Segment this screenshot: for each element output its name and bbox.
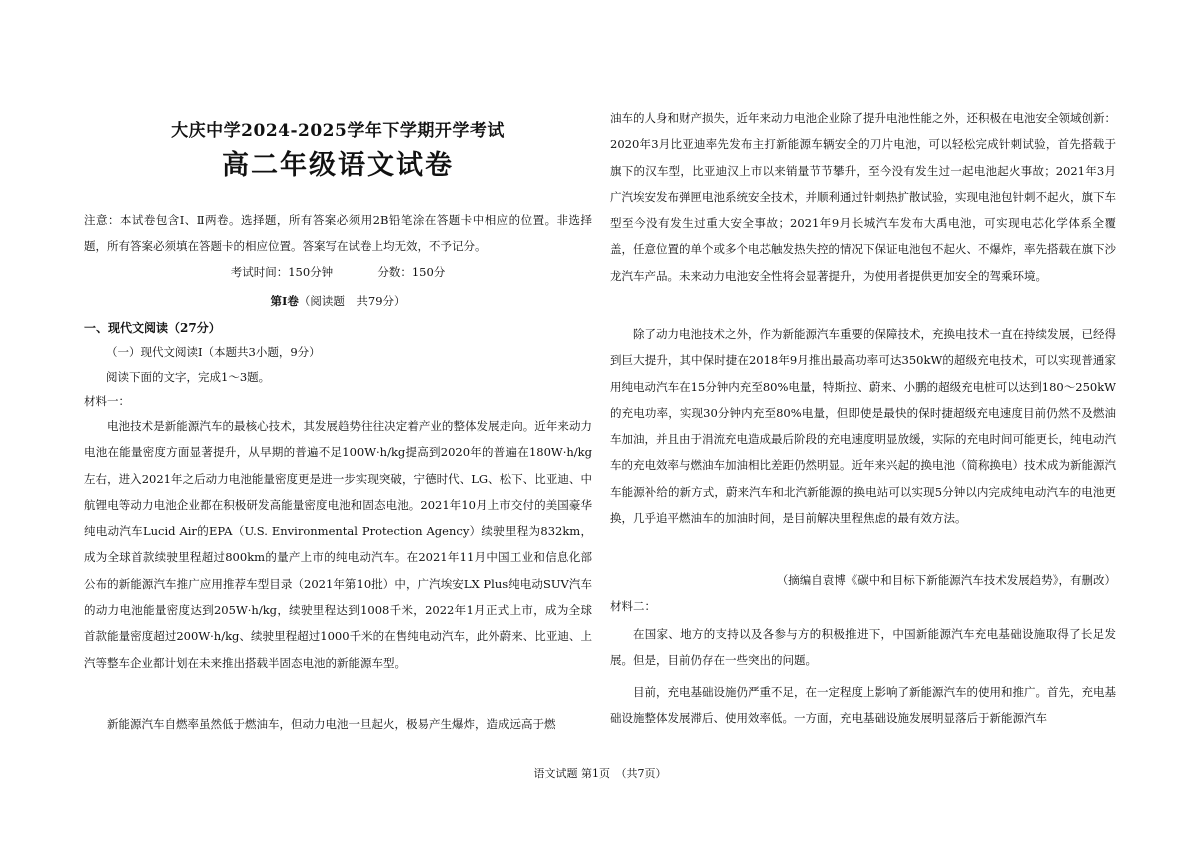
material1-paragraph-3: [610, 321, 1116, 531]
exam-info: [84, 264, 592, 280]
volume-label: 第Ⅰ卷: [270, 294, 299, 308]
material1-source: （摘编自袁博《碳中和目标下新能源汽车技术发展趋势》，有删改）: [776, 573, 1116, 587]
material2-paragraph-2: [610, 679, 1116, 732]
material1-paragraph-2-cont: [610, 105, 1116, 289]
exam-score: 分数：150分: [377, 265, 446, 279]
section-subheading: （一）现代文阅读Ⅰ（本题共3小题，9分）: [106, 345, 321, 359]
paragraph-text: 油车的人身和财产损失，近年来动力电池企业除了提升电池性能之外，还积极在电池安全领域创新：2020年3月比亚迪率先发布主打新能源车辆安全的刀片电池，可以轻松完成针刺试验，首先搭载于旗下的汉车型，比亚迪汉上市以来销量节节攀升，至今没有发生过一起电池起火事故；2021年3月广汽埃安发布弹匣电池系统安全技术，并顺利通过针刺热扩散试验，实现电池包针刺不起火，旗下车型至今没有发生过重大安全事故；2021年9月长城汽车发布大禹电池，可实现电芯化学体系全覆盖，任意位置的单个或多个电芯触发热失控的情况下保证电池包不起火、不爆炸，率先搭载在旗下沙龙汽车产品。未来动力电池安全性将会显著提升，为使用者提供更加安全的驾乘环境。: [610, 111, 1116, 283]
volume-heading: [84, 293, 592, 309]
material1-paragraph-2-start: [84, 711, 592, 737]
material1-label: 材料一：: [84, 394, 130, 408]
paragraph-text: 除了动力电池技术之外，作为新能源汽车重要的保障技术，充换电技术一直在持续发展，已经得到巨大提升，其中保时捷在2018年9月推出最高功率可达350kW的超级充电技术，可以实现普通家用纯电动汽车在15分钟内充至80%电量，特斯拉、蔚来、小鹏的超级充电桩可以达到180～250kW的充电功率，实现30分钟内充至80%电量，但即使是最快的保时捷超级充电速度目前仍然不及燃油车加油，并且由于涓流充电造成最后阶段的充电速度明显放缓，实际的充电时间可能更长，纯电动汽车的充电效率与燃油车加油相比差距仍然明显。近年来兴起的换电池（简称换电）技术成为新能源汽车能源补给的新方式，蔚来汽车和北汽新能源的换电站可以实现5分钟以内完成纯电动汽车的电池更换，几乎追平燃油车的加油时间，是目前解决里程焦虑的最有效方法。: [610, 327, 1116, 526]
section-instruction: 阅读下面的文字，完成1～3题。: [106, 370, 271, 384]
material1-paragraph-1: [84, 413, 592, 676]
exam-subtitle: 高二年级语文试卷: [222, 150, 454, 181]
material2-label: 材料二：: [610, 599, 656, 613]
page-footer: 语文试题 第1页 （共7页）: [533, 767, 667, 780]
paragraph-text: 电池技术是新能源汽车的最核心技术，其发展趋势往往决定着产业的整体发展走向。近年来动力电池在能量密度方面显著提升，从早期的普遍不足100W·h/kg提高到2020年的普遍在180W·h/kg左右，进入2021年之后动力电池能量密度更是进一步实现突破，宁德时代、LG、松下、比亚迪、中航锂电等动力电池企业都在积极研发高能量密度电池和固态电池。2021年10月上市交付的美国豪华纯电动汽车Lucid Air的EPA（U.S. Environmental Protection Agency）续驶里程为832km，成为全球首款续驶里程超过800km的量产上市的纯电动汽车。在2021年11月中国工业和信息化部公布的新能源汽车推广应用推荐车型目录（2021年第10批）中，广汽埃安LX Plus纯电动SUV汽车的动力电池能量密度达到205W·h/kg，续驶里程达到1008千米，2022年1月正式上市，成为全球首款能量密度超过200W·h/kg、续驶里程超过1000千米的在售纯电动汽车，此外蔚来、比亚迪、上汽等整车企业都计划在未来推出搭载半固态电池的新能源车型。: [84, 419, 592, 670]
exam-time: 考试时间：150分钟: [230, 265, 334, 279]
volume-detail: （阅读题 共79分）: [298, 294, 406, 308]
material2-paragraph-1: [610, 621, 1116, 674]
paragraph-text: 新能源汽车自燃率虽然低于燃油车，但动力电池一旦起火，极易产生爆炸，造成远高于燃: [107, 717, 556, 731]
exam-title: 大庆中学2024-2025学年下学期开学考试: [171, 121, 505, 141]
paragraph-text: 在国家、地方的支持以及各参与方的积极推进下，中国新能源汽车充电基础设施取得了长足发展。但是，目前仍存在一些突出的问题。: [610, 627, 1116, 668]
exam-notice: 注意：本试卷包含Ⅰ、Ⅱ两卷。选择题，所有答案必须用2B铅笔涂在答题卡中相应的位置。非选择题，所有答案必须填在答题卡的相应位置。答案写在试卷上均无效，不予记分。: [84, 213, 592, 253]
section-heading: 一、现代文阅读（27分）: [84, 321, 221, 335]
paragraph-text: 目前，充电基础设施仍严重不足，在一定程度上影响了新能源汽车的使用和推广。首先，充电基础设施整体发展滞后、使用效率低。一方面，充电基础设施发展明显落后于新能源汽车: [610, 685, 1116, 726]
